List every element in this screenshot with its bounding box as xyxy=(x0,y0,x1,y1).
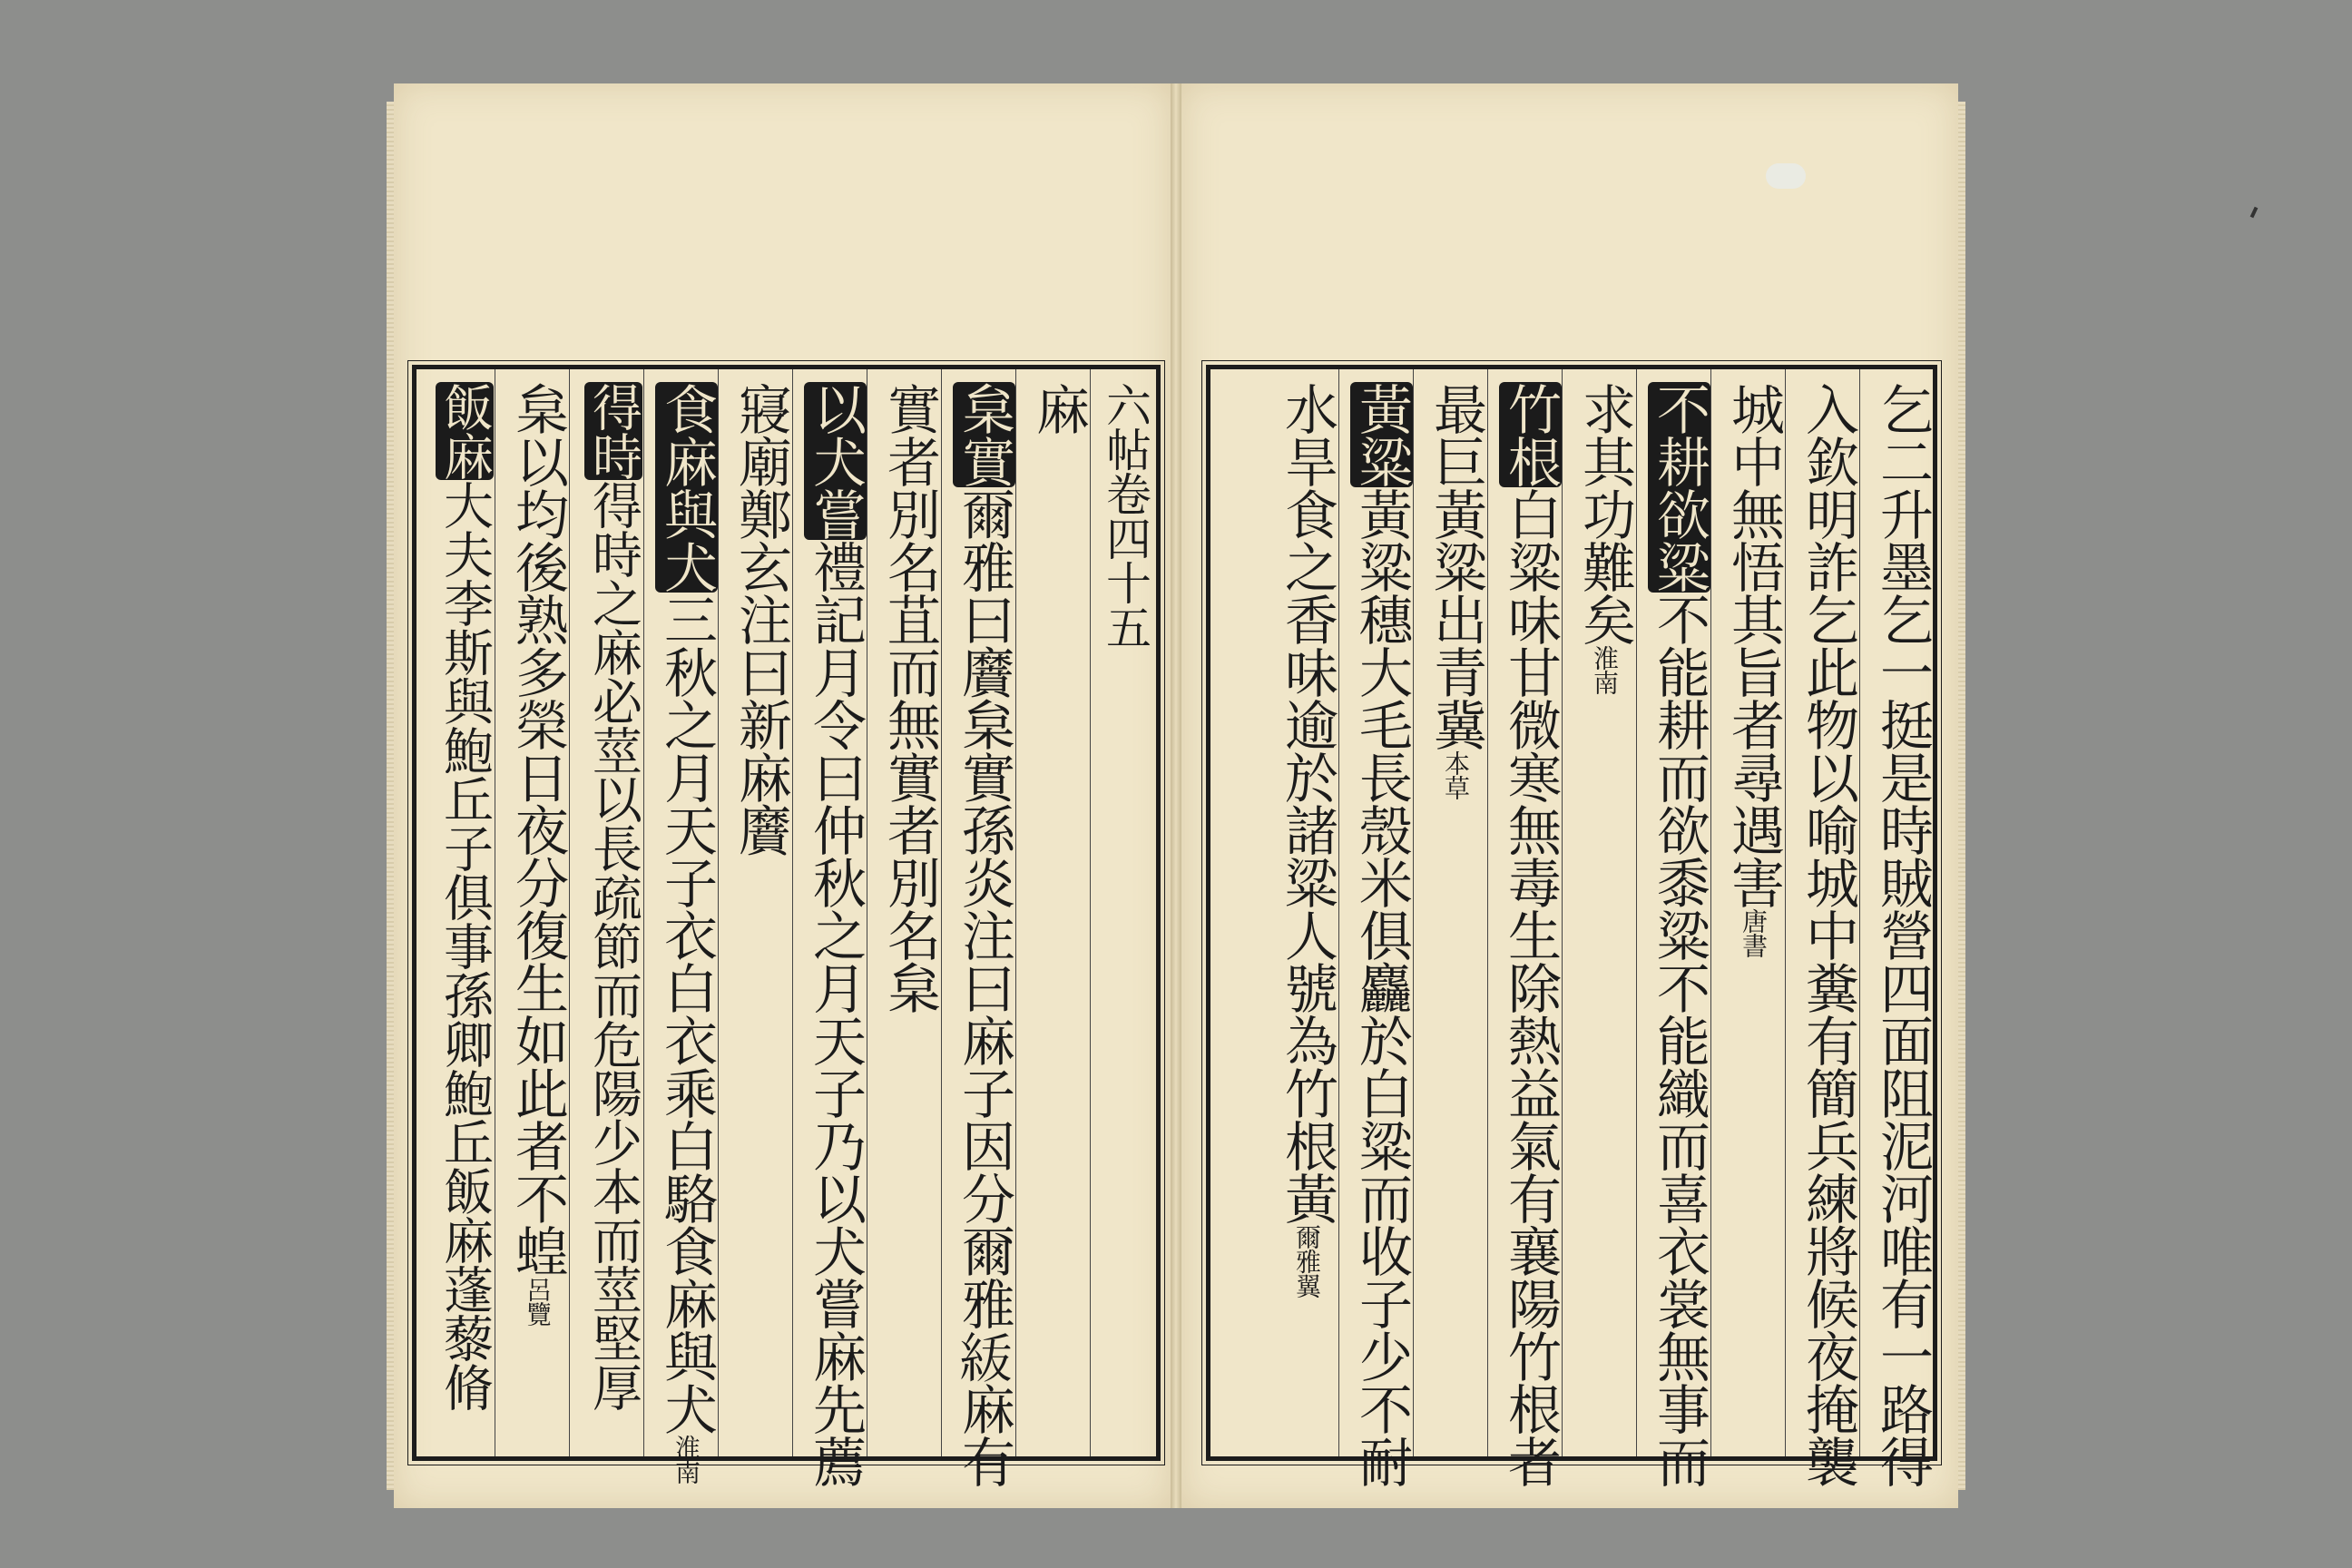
text-column-r5 xyxy=(1568,369,1636,1456)
source-note: 爾雅翼 xyxy=(1292,1224,1322,1298)
right-text-frame xyxy=(1206,365,1937,1487)
paper-blemish xyxy=(1766,163,1806,189)
page-edge-right xyxy=(1958,102,1965,1490)
entry-label: 飯麻 xyxy=(436,382,494,480)
text-column-r3 xyxy=(1717,369,1785,1456)
left-spine-column xyxy=(1094,369,1152,1456)
text-column-8 xyxy=(426,369,494,1456)
text-column-r1 xyxy=(1866,369,1934,1487)
text-column-5 xyxy=(650,369,718,1484)
entry-label: 得時 xyxy=(584,382,642,480)
entry-text: 城中無悟其旨者尋遇害 xyxy=(1722,382,1785,908)
entry-text: 實者別名苴而無實者別名枲 xyxy=(878,382,941,1014)
entry-label: 不耕欲粱 xyxy=(1648,382,1710,593)
book-gutter xyxy=(1171,83,1181,1508)
entry-text: 乞二升墨乞一挺是時賊營四面阻泥河唯有一路得 xyxy=(1871,382,1934,1487)
column-rule xyxy=(495,369,496,1456)
text-column-r8 xyxy=(1345,369,1413,1487)
text-column-4 xyxy=(724,369,792,1456)
text-column-r2 xyxy=(1791,369,1859,1487)
entry-text: 白粱味甘微寒無毒生除熱益氣有襄陽竹根者 xyxy=(1499,487,1562,1487)
text-column-r6 xyxy=(1494,369,1562,1487)
entry-label: 以犬嘗 xyxy=(804,382,867,540)
entry-label: 食麻與犬 xyxy=(655,382,718,593)
page-edge-left xyxy=(387,102,394,1490)
right-page xyxy=(1181,83,1958,1508)
source-note: 淮南 xyxy=(1590,645,1620,694)
text-column-r4 xyxy=(1642,369,1710,1487)
left-page xyxy=(394,83,1171,1508)
section-heading: 麻 xyxy=(1027,382,1090,435)
entry-text: 得時之麻必莖以長疏節而危陽少本而莖堅厚 xyxy=(584,480,642,1411)
left-spine-title: 六帖卷四十五 xyxy=(1099,382,1152,649)
column-rule xyxy=(643,369,645,1456)
source-note: 呂覽 xyxy=(523,1277,553,1326)
entry-text: 枲以均後熟多榮日夜分復生如此者不蝗 xyxy=(506,382,569,1277)
text-column-7 xyxy=(501,369,569,1456)
entry-text: 求其功難矣 xyxy=(1573,382,1636,645)
entry-text: 大夫李斯與鮑丘子俱事孫卿鮑丘飯麻蓬藜脩 xyxy=(436,480,494,1411)
text-column-3 xyxy=(799,369,867,1487)
entry-text: 禮記月令曰仲秋之月天子乃以犬嘗麻先薦 xyxy=(804,540,867,1487)
source-note: 淮南 xyxy=(671,1435,701,1484)
entry-text: 黃粱穗大毛長殼米俱麤於白粱而收子少不耐 xyxy=(1350,487,1413,1487)
entry-label: 黃粱 xyxy=(1350,382,1413,487)
column-heading xyxy=(1022,369,1090,1456)
entry-text: 寢廟鄭玄注曰新麻黂 xyxy=(730,382,792,856)
text-column-6 xyxy=(575,369,642,1456)
entry-label: 竹根 xyxy=(1499,382,1562,487)
entry-text: 爾雅曰黂枲實孫炎注曰麻子因分爾雅𥿈麻有 xyxy=(953,487,1015,1487)
entry-text: 最巨黃粱出青冀 xyxy=(1425,382,1487,750)
text-column-1 xyxy=(947,369,1015,1487)
text-column-r7 xyxy=(1419,369,1487,1456)
source-note: 本草 xyxy=(1441,750,1471,799)
text-column-2 xyxy=(873,369,941,1456)
entry-label: 枲實 xyxy=(953,382,1015,487)
ink-mark xyxy=(2250,207,2259,219)
entry-text: 三秋之月天子衣白衣乘白駱食麻與犬 xyxy=(655,593,718,1435)
entry-text: 水旱食之香味逾於諸粱人號為竹根黃 xyxy=(1276,382,1338,1224)
entry-text: 入欽明詐乞此物以喻城中糞有簡兵練將候夜掩襲 xyxy=(1797,382,1859,1487)
text-column-r9 xyxy=(1270,369,1338,1456)
left-text-frame xyxy=(412,365,1161,1487)
column-rule xyxy=(1090,369,1092,1456)
entry-text: 不能耕而欲黍粱不能織而喜衣裳無事而 xyxy=(1648,593,1710,1487)
book-spread xyxy=(394,83,1958,1508)
source-note: 唐書 xyxy=(1739,908,1769,957)
